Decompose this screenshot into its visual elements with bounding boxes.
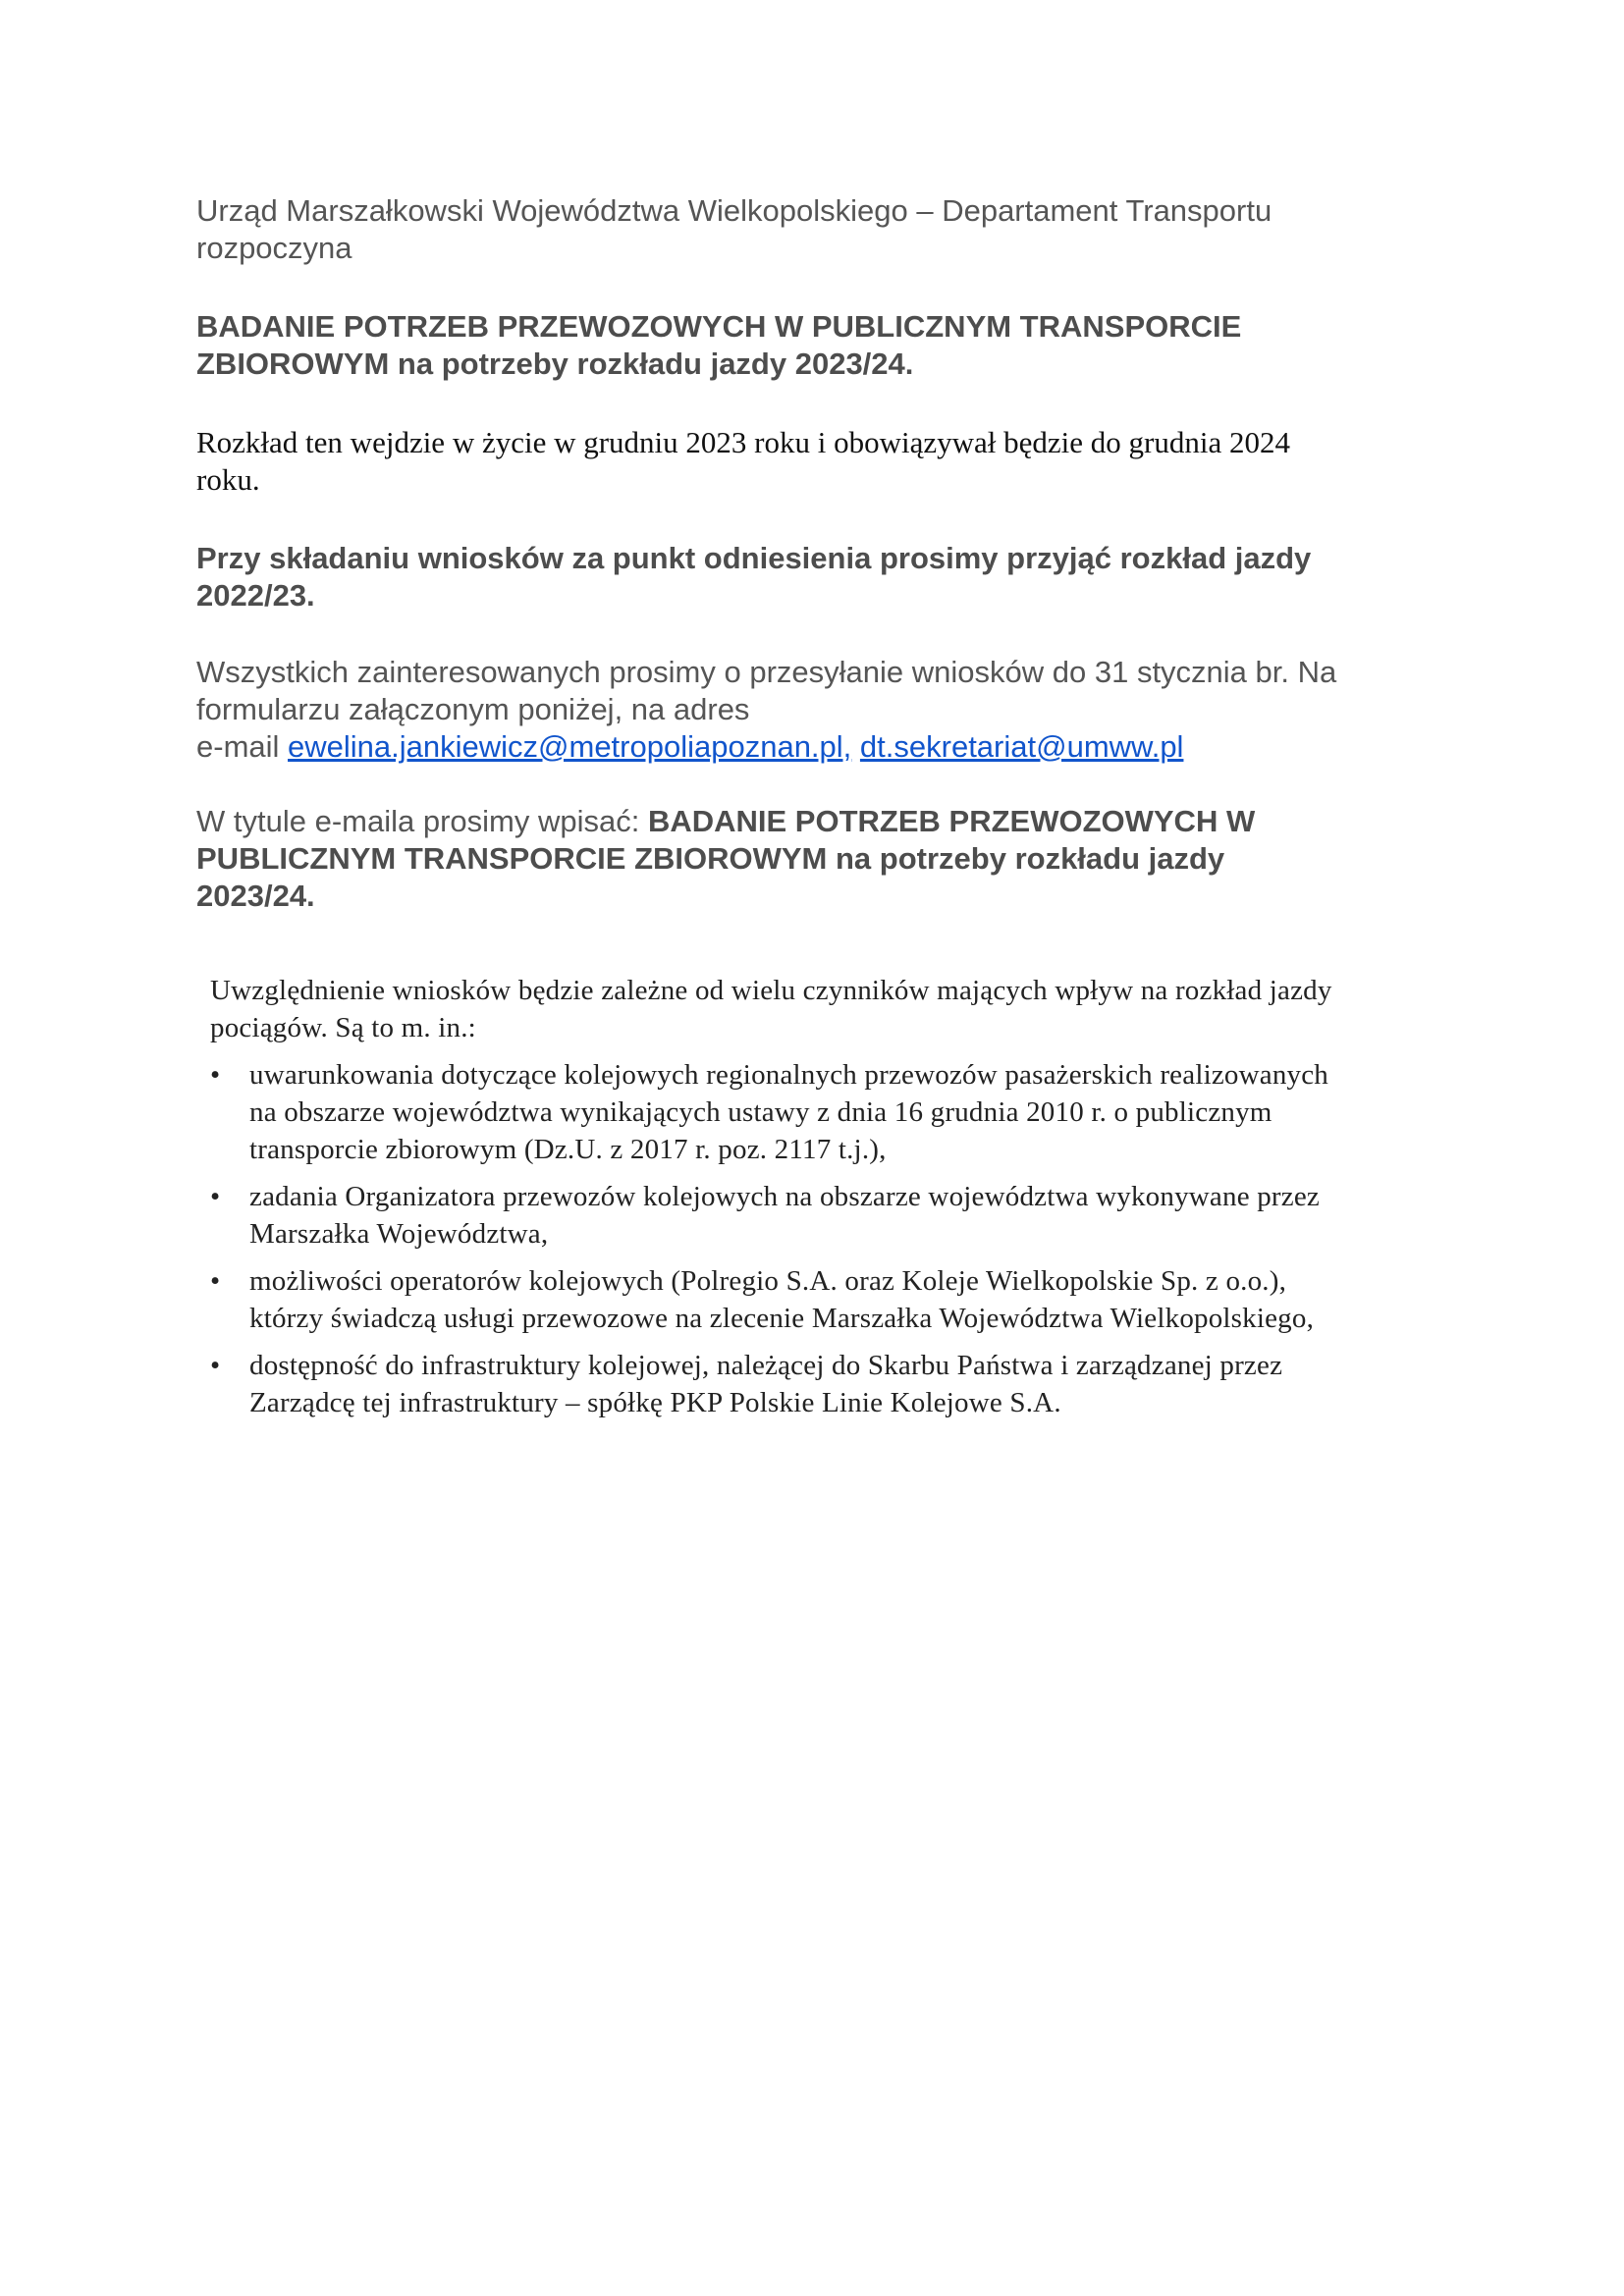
excerpt-item-4-line-2: Zarządcę tej infrastruktury – spółkę PKP Polskie Linie Kolejowe S.A. (249, 1387, 1061, 1418)
intro-line-1: Urząd Marszałkowski Województwa Wielkopolskiego – Departament Transportu (196, 193, 1272, 228)
invite-line-2: formularzu załączonym poniżej, na adres (196, 692, 750, 726)
subject-bold-2: PUBLICZNYM TRANSPORCIE ZBIOROWYM na potrzeby rozkładu jazdy (196, 841, 1225, 876)
excerpt-item-2-line-2: Marszałka Województwa, (249, 1218, 549, 1250)
excerpt-item-4 (210, 1347, 1418, 1421)
survey-title-line-2: ZBIOROWYM na potrzeby rozkładu jazdy 2023/24. (196, 347, 914, 381)
subject-paragraph (196, 803, 1453, 915)
excerpt-item-2-line-1: zadania Organizatora przewozów kolejowych na obszarze województwa wykonywane przez (249, 1181, 1320, 1212)
reference-line-2: 2022/23. (196, 578, 315, 613)
email-line (196, 728, 1453, 766)
reference-paragraph (196, 540, 1453, 614)
validity-paragraph (196, 424, 1404, 499)
email-link-ewelina[interactable]: ewelina.jankiewicz@metropoliapoznan.pl, (288, 729, 852, 764)
intro-paragraph (196, 192, 1453, 267)
invite-paragraph (196, 654, 1473, 728)
email-prefix: e-mail (196, 729, 289, 764)
excerpt-item-1-line-3: transporcie zbiorowym (Dz.U. z 2017 r. poz. 2117 t.j.), (249, 1134, 887, 1165)
email-separator (851, 729, 860, 764)
invite-line-1: Wszystkich zainteresowanych prosimy o przesyłanie wniosków do 31 stycznia br. Na (196, 655, 1337, 689)
subject-line-3 (196, 878, 1453, 915)
email-link-sekretariat[interactable]: dt.sekretariat@umww.pl (859, 729, 1184, 764)
excerpt-lead-line-2: pociągów. Są to m. in.: (210, 1012, 476, 1043)
excerpt-bullet-list (210, 1056, 1418, 1421)
scanned-excerpt (210, 972, 1418, 1431)
excerpt-item-1-line-1: uwarunkowania dotyczące kolejowych regionalnych przewozów pasażerskich realizowanych (249, 1059, 1328, 1091)
subject-bold-1: BADANIE POTRZEB PRZEWOZOWYCH W (647, 804, 1256, 838)
bullet-icon: • (210, 1181, 221, 1212)
subject-prefix: W tytule e-maila prosimy wpisać: (196, 804, 648, 838)
survey-title-line-1: BADANIE POTRZEB PRZEWOZOWYCH W PUBLICZNYM TRANSPORCIE (196, 309, 1242, 344)
survey-title (196, 308, 1453, 383)
excerpt-item-4-line-1: dostępność do infrastruktury kolejowej, należącej do Skarbu Państwa i zarządzanej przez (249, 1350, 1283, 1381)
reference-line-1: Przy składaniu wniosków za punkt odniesienia prosimy przyjąć rozkład jazdy (196, 541, 1312, 575)
excerpt-item-3-line-1: możliwości operatorów kolejowych (Polregio S.A. oraz Koleje Wielkopolskie Sp. z o.o.), (249, 1265, 1287, 1297)
subject-line-1 (196, 803, 1453, 840)
bullet-icon: • (210, 1265, 221, 1297)
excerpt-item-1-line-2: na obszarze województwa wynikających ustawy z dnia 16 grudnia 2010 r. o publicznym (249, 1096, 1272, 1128)
subject-line-2 (196, 840, 1453, 878)
intro-line-2: rozpoczyna (196, 231, 352, 265)
excerpt-lead (210, 972, 1408, 1046)
validity-line-1: Rozkład ten wejdzie w życie w grudniu 2023 roku i obowiązywał będzie do grudnia 2024 (196, 425, 1290, 459)
excerpt-lead-line-1: Uwzględnienie wniosków będzie zależne od wielu czynników mających wpływ na rozkład jazdy (210, 975, 1332, 1006)
bullet-icon: • (210, 1350, 221, 1381)
validity-line-2: roku. (196, 462, 260, 497)
bullet-icon: • (210, 1059, 221, 1091)
excerpt-item-2 (210, 1178, 1418, 1253)
excerpt-item-3 (210, 1262, 1418, 1337)
subject-bold-3: 2023/24. (196, 879, 315, 913)
excerpt-item-3-line-2: którzy świadczą usługi przewozowe na zlecenie Marszałka Województwa Wielkopolskiego, (249, 1303, 1315, 1334)
excerpt-item-1 (210, 1056, 1418, 1168)
